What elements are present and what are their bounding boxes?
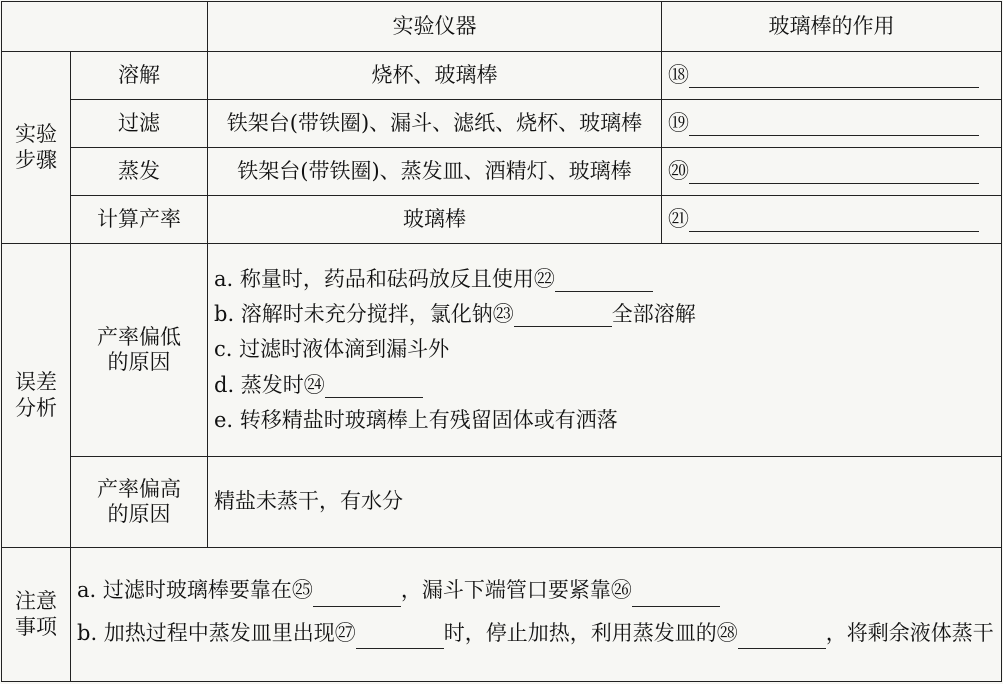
note-a: a. 过滤时玻璃棒要靠在㉕ ，漏斗下端管口要紧靠㉖	[77, 574, 995, 607]
reason-d: d. 蒸发时㉔	[214, 373, 995, 398]
answer-number: ㉖	[610, 577, 632, 602]
low-yield-label: 产率偏低 的原因	[71, 244, 208, 457]
step-answer	[662, 196, 1002, 244]
reason-c: c. 过滤时液体滴到漏斗外	[214, 337, 450, 362]
step-row	[2, 148, 1002, 196]
answer-blank[interactable]	[514, 304, 612, 327]
answer-blank[interactable]	[313, 584, 401, 607]
header-row	[2, 2, 1002, 52]
reason-b: b. 溶解时未充分搅拌，氯化钠㉓ 全部溶解	[214, 302, 696, 327]
answer-number: ㉘	[716, 620, 738, 645]
error-analysis-label: 误差 分析	[2, 244, 71, 548]
header-equipment: 实验仪器	[208, 2, 662, 52]
header-glass-rod-role: 玻璃棒的作用	[662, 2, 1002, 52]
step-equipment: 铁架台(带铁圈)、漏斗、滤纸、烧杯、玻璃棒	[208, 100, 662, 148]
low-yield-reasons	[208, 244, 1002, 457]
step-answer	[662, 148, 1002, 196]
answer-blank[interactable]	[555, 269, 653, 292]
notes-label: 注意 事项	[2, 548, 71, 682]
step-row	[2, 52, 1002, 100]
notes-content	[71, 548, 1002, 682]
high-yield-row	[2, 457, 1002, 548]
answer-number: ⑲	[668, 110, 689, 135]
answer-number: ㉔	[303, 372, 325, 397]
low-yield-row	[2, 244, 1002, 457]
step-answer	[662, 52, 1002, 100]
answer-number: ㉒	[533, 267, 555, 292]
experiment-steps-label: 实验 步骤	[2, 52, 71, 244]
answer-blank[interactable]	[689, 113, 979, 136]
notes-row	[2, 548, 1002, 682]
answer-blank[interactable]	[689, 65, 979, 88]
reason-e: e. 转移精盐时玻璃棒上有残留固体或有洒落	[214, 407, 618, 432]
step-equipment: 烧杯、玻璃棒	[208, 52, 662, 100]
answer-blank[interactable]	[356, 626, 444, 649]
high-yield-label: 产率偏高 的原因	[71, 457, 208, 548]
answer-blank[interactable]	[738, 626, 826, 649]
high-yield-reason: 精盐未蒸干，有水分	[208, 457, 1002, 548]
header-empty-cell	[2, 2, 208, 52]
experiment-table	[1, 1, 1002, 682]
answer-blank[interactable]	[325, 375, 423, 398]
step-row	[2, 196, 1002, 244]
answer-number: ㉓	[492, 302, 514, 327]
step-answer	[662, 100, 1002, 148]
step-equipment: 铁架台(带铁圈)、蒸发皿、酒精灯、玻璃棒	[208, 148, 662, 196]
answer-blank[interactable]	[632, 584, 720, 607]
note-b: b. 加热过程中蒸发皿里出现㉗ 时，停止加热，利用蒸发皿的㉘ ，将剩余液体蒸干	[77, 617, 995, 650]
answer-number: ㉑	[668, 206, 689, 231]
step-name: 过滤	[71, 100, 208, 148]
answer-number: ⑱	[668, 62, 689, 87]
answer-blank[interactable]	[689, 161, 979, 184]
step-name: 计算产率	[71, 196, 208, 244]
step-equipment: 玻璃棒	[208, 196, 662, 244]
answer-number: ㉕	[291, 577, 313, 602]
answer-number: ⑳	[668, 158, 689, 183]
step-row	[2, 100, 1002, 148]
step-name: 蒸发	[71, 148, 208, 196]
step-name: 溶解	[71, 52, 208, 100]
answer-blank[interactable]	[689, 209, 979, 232]
answer-number: ㉗	[334, 620, 356, 645]
reason-a: a. 称量时，药品和砝码放反且使用㉒	[214, 267, 995, 292]
